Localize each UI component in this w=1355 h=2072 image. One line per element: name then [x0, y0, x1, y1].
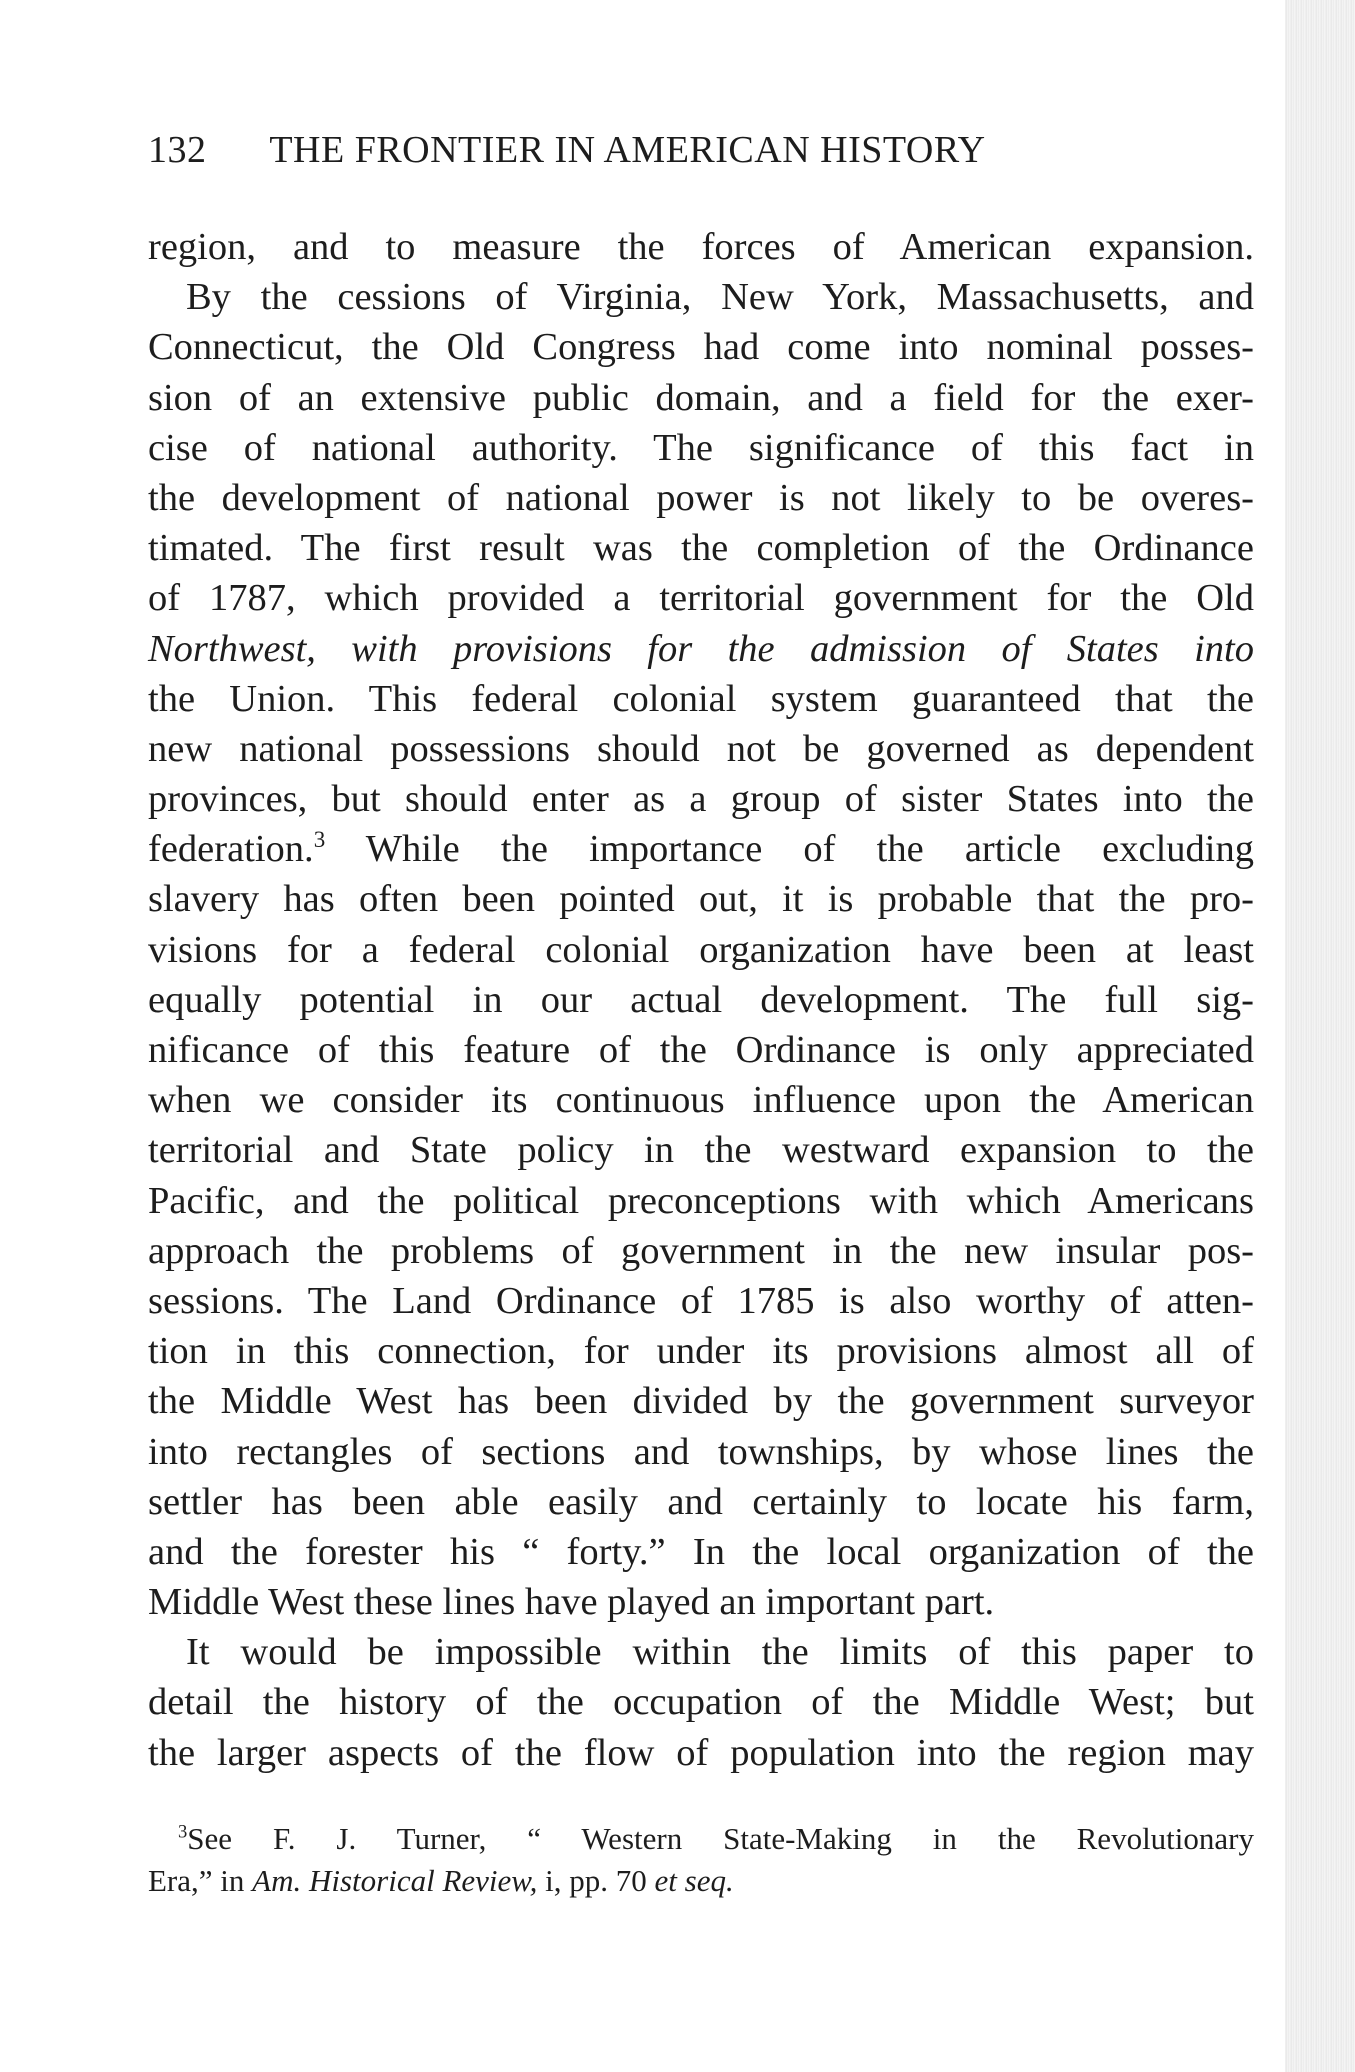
- running-head: [148, 128, 1268, 172]
- footnote-text: Era,” in: [148, 1863, 253, 1898]
- text-fragment: While the importance of the article excluding: [325, 828, 1254, 871]
- text-line: territorial and State policy in the westward expansion to the: [148, 1129, 1254, 1172]
- text-line: It would be impossible within the limits of this paper to: [186, 1631, 1254, 1674]
- text-line: equally potential in our actual development. The full sig-: [148, 978, 1254, 1021]
- footnote-et-seq: et seq.: [654, 1863, 734, 1898]
- footnote-marker: 3: [178, 1821, 188, 1843]
- text-line: tion in this connection, for under its provisions almost all of: [148, 1330, 1254, 1373]
- text-fragment: federation.: [148, 828, 314, 871]
- text-line: and the forester his “ forty.” In the local organization of the: [148, 1530, 1254, 1573]
- text-line: when we consider its continuous influence upon the American: [148, 1079, 1254, 1122]
- footnote: [148, 1818, 1254, 1902]
- footnote-journal-title: Am. Historical Review,: [252, 1863, 538, 1898]
- running-title: THE FRONTIER IN AMERICAN HISTORY: [269, 129, 986, 171]
- text-line: Middle West these lines have played an important part.: [148, 1581, 995, 1624]
- text-line: the Middle West has been divided by the government surveyor: [148, 1380, 1254, 1423]
- text-line: into rectangles of sections and townships, by whose lines the: [148, 1430, 1254, 1473]
- text-line: new national possessions should not be governed as dependent: [148, 727, 1254, 770]
- text-line: By the cessions of Virginia, New York, Massachusetts, and: [186, 276, 1254, 319]
- footnote-line: [148, 1818, 1254, 1860]
- text-line: of 1787, which provided a territorial government for the Old: [148, 577, 1254, 620]
- text-line: cise of national authority. The significance of this fact in: [148, 426, 1254, 469]
- text-line: detail the history of the occupation of the Middle West; but: [148, 1681, 1254, 1724]
- text-line: region, and to measure the forces of American expansion.: [148, 226, 1254, 268]
- text-line: timated. The first result was the completion of the Ordinance: [148, 527, 1254, 570]
- text-line: Northwest, with provisions for the admission of States into: [148, 627, 1254, 670]
- page-number: 132: [148, 129, 207, 171]
- footnote-text: See F. J. Turner, “ Western State-Making in the Revolutionary: [187, 1821, 1254, 1856]
- text-line: settler has been able easily and certainly to locate his farm,: [148, 1480, 1254, 1523]
- footnote-line: [148, 1860, 1254, 1902]
- text-line-with-footnote-ref: [148, 824, 1254, 874]
- page-edge-shading: [1285, 0, 1355, 2072]
- text-line: the Union. This federal colonial system guaranteed that the: [148, 677, 1254, 720]
- text-line: sion of an extensive public domain, and a field for the exer-: [148, 376, 1254, 419]
- text-line: nificance of this feature of the Ordinance is only appreciated: [148, 1029, 1254, 1071]
- footnote-text: i, pp. 70: [537, 1863, 655, 1898]
- text-line: sessions. The Land Ordinance of 1785 is also worthy of atten-: [148, 1279, 1254, 1322]
- footnote-ref: 3: [313, 826, 326, 853]
- text-line: Pacific, and the political preconceptions with which Americans: [148, 1179, 1254, 1222]
- text-line: approach the problems of government in the new insular pos-: [148, 1229, 1254, 1272]
- text-line: provinces, but should enter as a group of sister States into the: [148, 778, 1254, 821]
- text-line: Connecticut, the Old Congress had come into nominal posses-: [148, 326, 1254, 369]
- text-line: slavery has often been pointed out, it is probable that the pro-: [148, 878, 1254, 921]
- text-line: visions for a federal colonial organization have been at least: [148, 928, 1254, 971]
- body-text: [148, 222, 1254, 1778]
- text-line: the development of national power is not likely to be overes-: [148, 476, 1254, 519]
- text-line: the larger aspects of the flow of population into the region may: [148, 1731, 1254, 1774]
